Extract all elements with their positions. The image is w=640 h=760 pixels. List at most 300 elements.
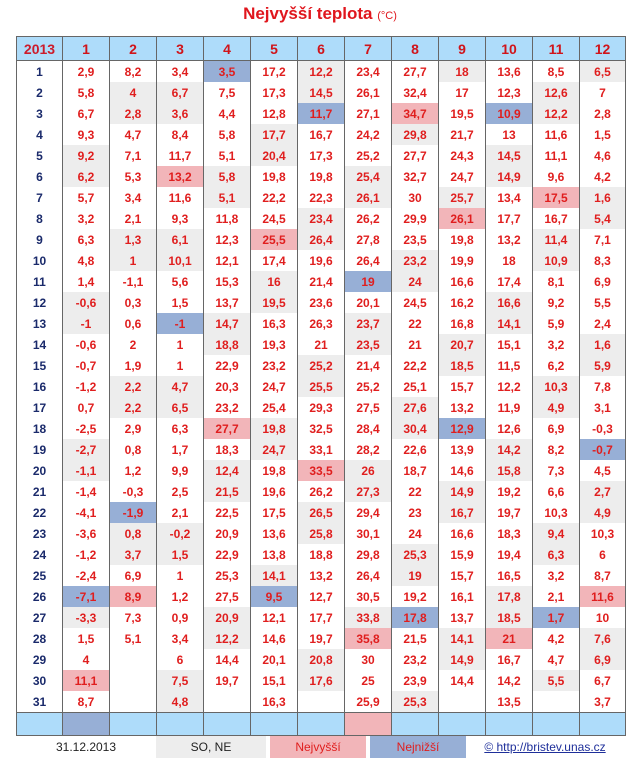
temperature-cell: 17,5 xyxy=(251,502,298,523)
temperature-cell: 19,2 xyxy=(392,586,439,607)
temperature-cell: 22,9 xyxy=(204,544,251,565)
temperature-cell: 13,7 xyxy=(204,292,251,313)
temperature-cell xyxy=(110,649,157,670)
temperature-cell: 1,5 xyxy=(157,544,204,565)
temperature-cell: 3,2 xyxy=(63,208,110,229)
temperature-cell: 2,8 xyxy=(110,103,157,124)
temperature-cell: 4,4 xyxy=(204,103,251,124)
table-row xyxy=(17,502,626,523)
temperature-cell: 23,2 xyxy=(204,397,251,418)
table-row xyxy=(17,460,626,481)
temperature-cell xyxy=(204,691,251,713)
temperature-cell: 20,1 xyxy=(345,292,392,313)
temperature-cell: 16,7 xyxy=(533,208,580,229)
temperature-cell: 16,7 xyxy=(486,649,533,670)
temperature-cell: -4,1 xyxy=(63,502,110,523)
temperature-cell: 13,6 xyxy=(251,523,298,544)
table-row xyxy=(17,481,626,502)
temperature-cell: 5,5 xyxy=(580,292,626,313)
temperature-cell: 21 xyxy=(392,334,439,355)
temperature-cell: 2,1 xyxy=(110,208,157,229)
month-header: 1 xyxy=(63,37,110,61)
temperature-cell: 19,7 xyxy=(298,628,345,649)
temperature-cell: 19,5 xyxy=(439,103,486,124)
temperature-cell: -0,6 xyxy=(63,334,110,355)
day-label: 22 xyxy=(17,502,63,523)
temperature-cell: 22,3 xyxy=(298,187,345,208)
temperature-cell: 8,1 xyxy=(533,271,580,292)
temperature-cell: 34,7 xyxy=(392,103,439,124)
temperature-cell: 26,1 xyxy=(439,208,486,229)
temperature-cell: 5,1 xyxy=(204,187,251,208)
temperature-cell: 19 xyxy=(345,271,392,292)
temperature-cell: 29,8 xyxy=(345,544,392,565)
temperature-cell: 25,3 xyxy=(392,691,439,713)
temperature-cell: 11,6 xyxy=(157,187,204,208)
footer-cell xyxy=(204,713,251,736)
temperature-cell: 22,9 xyxy=(204,355,251,376)
temperature-cell: 28,4 xyxy=(345,418,392,439)
temperature-cell: 6,7 xyxy=(580,670,626,691)
temperature-cell: 18,3 xyxy=(486,523,533,544)
table-row xyxy=(17,271,626,292)
temperature-cell: 25,2 xyxy=(345,145,392,166)
temperature-cell: 24,2 xyxy=(345,124,392,145)
day-label: 24 xyxy=(17,544,63,565)
temperature-cell: 24 xyxy=(392,271,439,292)
temperature-cell: 12,2 xyxy=(486,376,533,397)
temperature-cell: 5,3 xyxy=(110,166,157,187)
temperature-cell: 22,5 xyxy=(204,502,251,523)
temperature-cell: 2,2 xyxy=(110,376,157,397)
temperature-cell: 30 xyxy=(345,649,392,670)
footer-cell xyxy=(533,713,580,736)
temperature-cell: 20,8 xyxy=(298,649,345,670)
temperature-cell: 20,1 xyxy=(251,649,298,670)
day-label: 3 xyxy=(17,103,63,124)
temperature-cell: 6,9 xyxy=(580,271,626,292)
day-label: 14 xyxy=(17,334,63,355)
temperature-cell xyxy=(298,691,345,713)
temperature-cell: 2,2 xyxy=(110,397,157,418)
temperature-cell: 27,5 xyxy=(204,586,251,607)
temperature-cell: 32,7 xyxy=(392,166,439,187)
temperature-cell: 26,4 xyxy=(345,250,392,271)
temperature-cell: 7,3 xyxy=(110,607,157,628)
temperature-cell: 10 xyxy=(580,607,626,628)
temperature-cell: 2,9 xyxy=(110,418,157,439)
temperature-cell: 18,5 xyxy=(439,355,486,376)
temperature-cell: 3,2 xyxy=(533,334,580,355)
temperature-cell: 9,2 xyxy=(533,292,580,313)
temperature-cell: 23,2 xyxy=(392,649,439,670)
day-label: 19 xyxy=(17,439,63,460)
temperature-cell: 5,8 xyxy=(63,82,110,103)
source-link[interactable]: © http://bristev.unas.cz xyxy=(484,740,606,754)
temperature-cell: 8,2 xyxy=(533,439,580,460)
temperature-cell: 19,8 xyxy=(251,418,298,439)
temperature-cell: 3,1 xyxy=(580,397,626,418)
temperature-cell: 12,6 xyxy=(533,82,580,103)
temperature-cell: 1 xyxy=(110,250,157,271)
title-text: Nejvyšší teplota xyxy=(243,4,373,23)
temperature-cell: 23,7 xyxy=(345,313,392,334)
temperature-cell: 2 xyxy=(110,334,157,355)
temperature-cell: 3,7 xyxy=(110,544,157,565)
temperature-cell: 10,9 xyxy=(533,250,580,271)
temperature-cell: 8,5 xyxy=(533,61,580,83)
temperature-cell: 14,6 xyxy=(439,460,486,481)
temperature-cell: 12,4 xyxy=(204,460,251,481)
temperature-cell: 17,8 xyxy=(392,607,439,628)
temperature-cell: 30,1 xyxy=(345,523,392,544)
temperature-cell: 8,3 xyxy=(580,250,626,271)
day-label: 31 xyxy=(17,691,63,713)
table-row xyxy=(17,397,626,418)
temperature-cell: 12,2 xyxy=(533,103,580,124)
legend-lowest: Nejnižší xyxy=(370,736,466,758)
temperature-cell: 18,8 xyxy=(204,334,251,355)
temperature-cell xyxy=(110,691,157,713)
temperature-cell: 7,3 xyxy=(533,460,580,481)
temperature-cell: 0,7 xyxy=(63,397,110,418)
temperature-cell: 2,5 xyxy=(157,481,204,502)
temperature-cell xyxy=(439,691,486,713)
temperature-cell: 27,6 xyxy=(392,397,439,418)
temperature-cell: 1 xyxy=(157,355,204,376)
temperature-cell: 8,7 xyxy=(63,691,110,713)
temperature-cell: 12,1 xyxy=(251,607,298,628)
temperature-cell: 17,6 xyxy=(298,670,345,691)
temperature-cell: 14,9 xyxy=(439,481,486,502)
temperature-cell: -0,3 xyxy=(580,418,626,439)
temperature-cell: 2,1 xyxy=(533,586,580,607)
month-header: 9 xyxy=(439,37,486,61)
temperature-cell: 19,4 xyxy=(486,544,533,565)
temperature-cell: 16,1 xyxy=(439,586,486,607)
temperature-cell: 14,1 xyxy=(439,628,486,649)
temperature-cell: 4,9 xyxy=(533,397,580,418)
temperature-cell: -1,4 xyxy=(63,481,110,502)
temperature-cell: -1,1 xyxy=(63,460,110,481)
temperature-cell: 6,3 xyxy=(63,229,110,250)
temperature-cell: 24,5 xyxy=(251,208,298,229)
temperature-cell: 30,5 xyxy=(345,586,392,607)
temperature-cell: 13,7 xyxy=(439,607,486,628)
temperature-cell: 15,7 xyxy=(439,565,486,586)
temperature-cell: 26,3 xyxy=(298,313,345,334)
temperature-cell: 16,2 xyxy=(439,292,486,313)
temperature-cell: 26 xyxy=(345,460,392,481)
temperature-cell: 5,9 xyxy=(580,355,626,376)
temperature-cell: -1 xyxy=(157,313,204,334)
temperature-cell: 16,3 xyxy=(251,313,298,334)
temperature-cell: 11,1 xyxy=(533,145,580,166)
temperature-cell: 16,6 xyxy=(439,271,486,292)
footer-cell xyxy=(251,713,298,736)
temperature-cell: 19 xyxy=(392,565,439,586)
temperature-cell: 5,9 xyxy=(533,313,580,334)
day-label: 27 xyxy=(17,607,63,628)
temperature-cell: 0,9 xyxy=(157,607,204,628)
temperature-cell: 0,6 xyxy=(110,313,157,334)
footer-cell xyxy=(17,713,63,736)
temperature-cell: 13,8 xyxy=(251,544,298,565)
temperature-cell: 1,3 xyxy=(110,229,157,250)
legend-date: 31.12.2013 xyxy=(55,740,117,754)
day-label: 28 xyxy=(17,628,63,649)
temperature-cell: 22,2 xyxy=(251,187,298,208)
temperature-cell: 22,2 xyxy=(392,355,439,376)
temperature-cell: 14,7 xyxy=(204,313,251,334)
day-label: 5 xyxy=(17,145,63,166)
header-row xyxy=(17,37,626,61)
temperature-cell: 12,3 xyxy=(204,229,251,250)
temperature-cell: 9,4 xyxy=(533,523,580,544)
temperature-cell: -0,7 xyxy=(63,355,110,376)
temperature-cell: 19,8 xyxy=(439,229,486,250)
footer-cell xyxy=(580,713,626,736)
temperature-cell: 11,4 xyxy=(533,229,580,250)
temperature-cell: 18 xyxy=(439,61,486,83)
temperature-cell: 23,4 xyxy=(298,208,345,229)
temperature-table xyxy=(16,36,626,736)
day-label: 20 xyxy=(17,460,63,481)
footer-cell xyxy=(439,713,486,736)
temperature-cell: 4,8 xyxy=(63,250,110,271)
temperature-cell: 27,5 xyxy=(345,397,392,418)
temperature-cell: 27,7 xyxy=(392,145,439,166)
temperature-cell: 35,8 xyxy=(345,628,392,649)
temperature-cell: -1,2 xyxy=(63,376,110,397)
temperature-cell: 6,6 xyxy=(533,481,580,502)
temperature-cell: 3,2 xyxy=(533,565,580,586)
temperature-cell: 19,7 xyxy=(486,502,533,523)
temperature-cell: 4 xyxy=(110,82,157,103)
temperature-cell: 21,7 xyxy=(439,124,486,145)
temperature-cell: 14,4 xyxy=(204,649,251,670)
temperature-cell: 4,2 xyxy=(580,166,626,187)
temperature-cell: 1,2 xyxy=(110,460,157,481)
temperature-cell: 33,8 xyxy=(345,607,392,628)
temperature-cell: 26,5 xyxy=(298,502,345,523)
temperature-cell: 14,1 xyxy=(486,313,533,334)
temperature-cell: 12,6 xyxy=(486,418,533,439)
temperature-cell: 7,1 xyxy=(110,145,157,166)
temperature-cell: 27,8 xyxy=(345,229,392,250)
temperature-cell: 8,9 xyxy=(110,586,157,607)
temperature-cell: 25,3 xyxy=(204,565,251,586)
day-label: 25 xyxy=(17,565,63,586)
temperature-cell: 23,4 xyxy=(345,61,392,83)
month-header: 3 xyxy=(157,37,204,61)
temperature-cell: 20,3 xyxy=(204,376,251,397)
temperature-cell: 32,4 xyxy=(392,82,439,103)
temperature-cell: 2,1 xyxy=(157,502,204,523)
temperature-cell: 12,3 xyxy=(486,82,533,103)
day-label: 2 xyxy=(17,82,63,103)
temperature-cell: 17,3 xyxy=(251,82,298,103)
temperature-cell: 20,4 xyxy=(251,145,298,166)
temperature-cell: -1,9 xyxy=(110,502,157,523)
month-header: 2 xyxy=(110,37,157,61)
temperature-cell: 5,5 xyxy=(533,670,580,691)
temperature-cell: 12,2 xyxy=(204,628,251,649)
temperature-cell: 26,2 xyxy=(345,208,392,229)
temperature-cell: 25,3 xyxy=(392,544,439,565)
temperature-cell: 3,4 xyxy=(157,628,204,649)
temperature-cell: 8,7 xyxy=(580,565,626,586)
footer-cell xyxy=(345,713,392,736)
temperature-cell: 13,2 xyxy=(298,565,345,586)
temperature-cell: 11,9 xyxy=(486,397,533,418)
temperature-cell: 10,3 xyxy=(580,523,626,544)
temperature-cell: 3,5 xyxy=(204,61,251,83)
temperature-cell: 29,9 xyxy=(392,208,439,229)
footer-cell xyxy=(157,713,204,736)
temperature-cell: 13,2 xyxy=(486,229,533,250)
temperature-cell: 3,7 xyxy=(580,691,626,713)
temperature-cell: 6,1 xyxy=(157,229,204,250)
day-label: 8 xyxy=(17,208,63,229)
temperature-cell: 10,3 xyxy=(533,502,580,523)
temperature-cell: 12,8 xyxy=(251,103,298,124)
temperature-cell: 18,8 xyxy=(298,544,345,565)
year-header: 2013 xyxy=(17,37,63,61)
temperature-cell: 23,9 xyxy=(392,670,439,691)
temperature-cell: 30,4 xyxy=(392,418,439,439)
temperature-cell: 1,9 xyxy=(110,355,157,376)
temperature-cell: 27,1 xyxy=(345,103,392,124)
day-label: 21 xyxy=(17,481,63,502)
temperature-cell: 13,6 xyxy=(486,61,533,83)
temperature-cell: 19,6 xyxy=(298,250,345,271)
temperature-cell: 11,7 xyxy=(157,145,204,166)
day-label: 4 xyxy=(17,124,63,145)
temperature-cell: 23,2 xyxy=(392,250,439,271)
day-label: 16 xyxy=(17,376,63,397)
temperature-cell: 17,7 xyxy=(486,208,533,229)
temperature-cell: 22 xyxy=(392,313,439,334)
temperature-cell: 11,6 xyxy=(533,124,580,145)
day-label: 15 xyxy=(17,355,63,376)
temperature-cell: 15,7 xyxy=(439,376,486,397)
temperature-cell: 19,8 xyxy=(251,166,298,187)
temperature-cell: 26,4 xyxy=(298,229,345,250)
temperature-cell: 16,5 xyxy=(486,565,533,586)
temperature-cell: -3,6 xyxy=(63,523,110,544)
temperature-cell: 24,3 xyxy=(439,145,486,166)
temperature-cell: 23,2 xyxy=(251,355,298,376)
table-body xyxy=(17,61,626,713)
temperature-cell: 21 xyxy=(298,334,345,355)
temperature-cell: 13,2 xyxy=(157,166,204,187)
temperature-cell: 5,8 xyxy=(204,124,251,145)
temperature-cell: 1 xyxy=(157,565,204,586)
temperature-cell: 1,5 xyxy=(63,628,110,649)
temperature-cell: 13,2 xyxy=(439,397,486,418)
temperature-cell: 25,2 xyxy=(345,376,392,397)
temperature-cell: 18,5 xyxy=(486,607,533,628)
temperature-cell: 19,9 xyxy=(439,250,486,271)
temperature-cell: 28,2 xyxy=(345,439,392,460)
temperature-cell: -0,6 xyxy=(63,292,110,313)
table-row xyxy=(17,208,626,229)
temperature-cell: 17,7 xyxy=(298,607,345,628)
day-label: 7 xyxy=(17,187,63,208)
temperature-cell: 2,9 xyxy=(63,61,110,83)
temperature-cell: 6,9 xyxy=(110,565,157,586)
temperature-cell xyxy=(533,691,580,713)
temperature-cell: 17,2 xyxy=(251,61,298,83)
month-header: 5 xyxy=(251,37,298,61)
temperature-cell: 17 xyxy=(439,82,486,103)
temperature-cell: 18,3 xyxy=(204,439,251,460)
temperature-cell: -0,7 xyxy=(580,439,626,460)
temperature-cell: 1,2 xyxy=(157,586,204,607)
month-header: 11 xyxy=(533,37,580,61)
temperature-cell: 23,6 xyxy=(298,292,345,313)
temperature-cell: 0,8 xyxy=(110,439,157,460)
table-row xyxy=(17,586,626,607)
temperature-cell: 29,4 xyxy=(345,502,392,523)
temperature-cell: -1,2 xyxy=(63,544,110,565)
temperature-cell: 15,3 xyxy=(204,271,251,292)
temperature-cell: 19,5 xyxy=(251,292,298,313)
temperature-cell: 14,6 xyxy=(251,628,298,649)
temperature-cell: 15,8 xyxy=(486,460,533,481)
temperature-cell: 3,4 xyxy=(157,61,204,83)
temperature-cell: 25,2 xyxy=(298,355,345,376)
temperature-cell: 24 xyxy=(392,523,439,544)
temperature-cell: 9,5 xyxy=(251,586,298,607)
temperature-cell: 24,7 xyxy=(251,439,298,460)
temperature-cell: 13,4 xyxy=(486,187,533,208)
temperature-cell: 5,7 xyxy=(63,187,110,208)
temperature-cell: 1,6 xyxy=(580,187,626,208)
footer-row xyxy=(17,713,626,736)
temperature-cell: 7,8 xyxy=(580,376,626,397)
temperature-cell: 14,5 xyxy=(486,145,533,166)
temperature-cell: 20,9 xyxy=(204,607,251,628)
temperature-cell: 9,6 xyxy=(533,166,580,187)
temperature-cell: -0,3 xyxy=(110,481,157,502)
temperature-cell: 25,8 xyxy=(298,523,345,544)
temperature-cell: 23,5 xyxy=(345,334,392,355)
temperature-cell: 17,8 xyxy=(486,586,533,607)
temperature-cell: 5,4 xyxy=(580,208,626,229)
temperature-cell: -7,1 xyxy=(63,586,110,607)
footer-cell xyxy=(486,713,533,736)
temperature-cell: 16,7 xyxy=(298,124,345,145)
temperature-cell: 20,7 xyxy=(439,334,486,355)
day-label: 1 xyxy=(17,61,63,83)
temperature-cell: 17,5 xyxy=(533,187,580,208)
table-row xyxy=(17,124,626,145)
temperature-cell: 11,5 xyxy=(486,355,533,376)
temperature-cell: 25,5 xyxy=(251,229,298,250)
temperature-cell: 2,8 xyxy=(580,103,626,124)
temperature-cell: 1,6 xyxy=(580,334,626,355)
title-unit: (°C) xyxy=(377,10,397,22)
temperature-cell: 5,1 xyxy=(204,145,251,166)
temperature-cell: 4 xyxy=(63,649,110,670)
temperature-cell: 11,7 xyxy=(298,103,345,124)
table-row xyxy=(17,145,626,166)
temperature-cell: 16,6 xyxy=(439,523,486,544)
temperature-cell: 25,4 xyxy=(345,166,392,187)
footer-cell xyxy=(392,713,439,736)
